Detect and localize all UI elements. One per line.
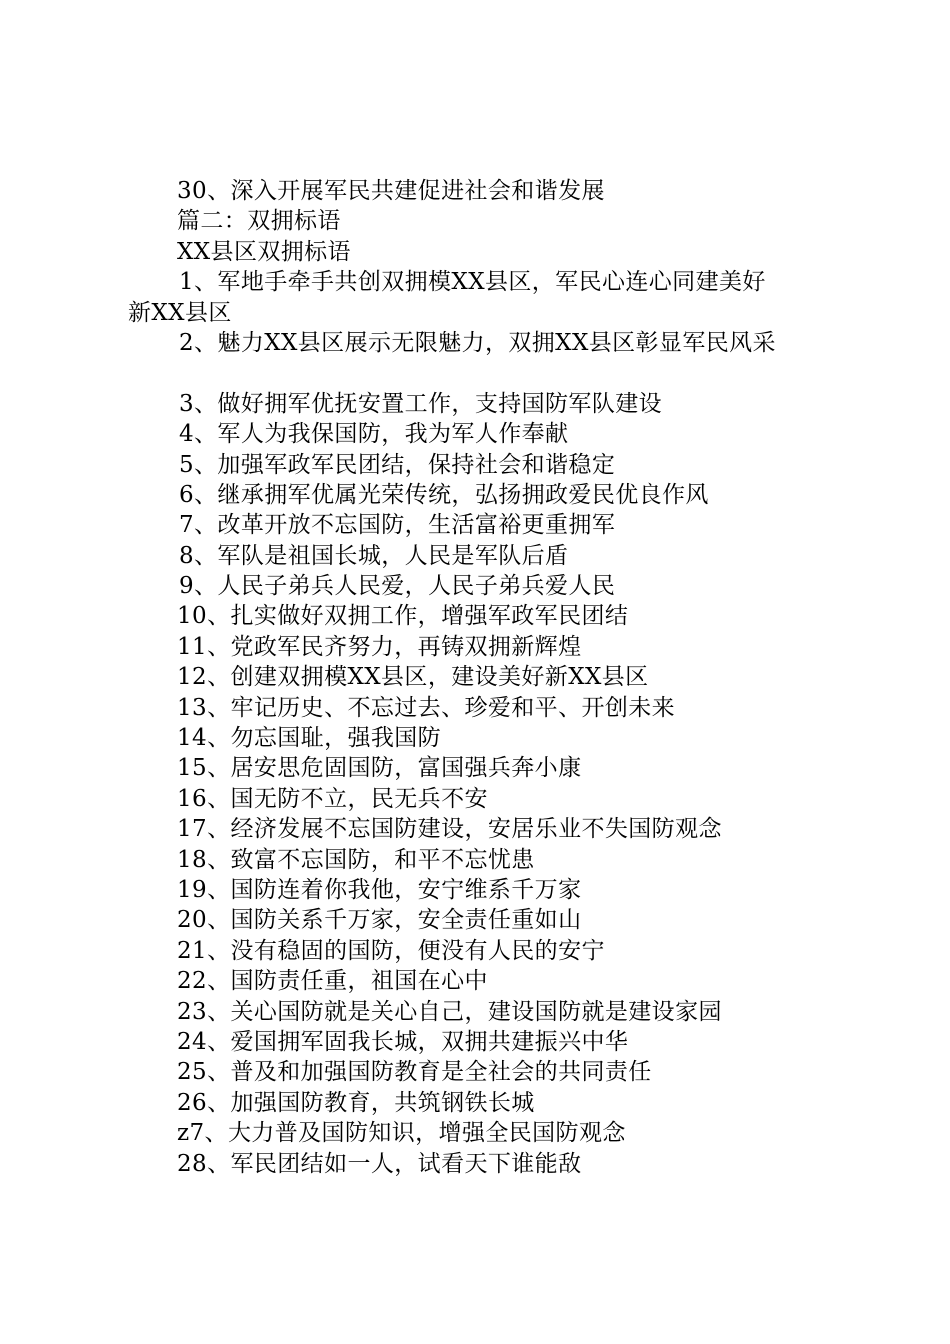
text-line: 24、爱国拥军固我长城，双拥共建振兴中华 [177, 1028, 629, 1055]
text-line: 17、经济发展不忘国防建设，安居乐业不失国防观念 [177, 816, 722, 843]
text-line: 20、国防关系千万家，安全责任重如山 [177, 907, 582, 934]
text-line: 10、扎实做好双拥工作，增强军政军民团结 [177, 603, 629, 630]
text-line: 8、军队是祖国长城，人民是军队后盾 [179, 542, 569, 569]
text-line: 13、牢记历史、不忘过去、珍爱和平、开创未来 [177, 694, 676, 721]
text-line: 15、居安思危固国防，富国强兵奔小康 [177, 755, 582, 782]
text-line: 7、改革开放不忘国防，生活富裕更重拥军 [179, 512, 616, 539]
text-line: 16、国无防不立，民无兵不安 [177, 785, 488, 812]
blank-line [128, 358, 838, 388]
text-line: 3、做好拥军优抚安置工作，支持国防军队建设 [179, 390, 663, 417]
text-line: 23、关心国防就是关心自己，建设国防就是建设家园 [177, 998, 722, 1025]
text-line: 18、致富不忘国防，和平不忘忧患 [177, 846, 535, 873]
text-line: 22、国防责任重，祖国在心中 [177, 968, 488, 995]
text-line: 30、深入开展军民共建促进社会和谐发展 [177, 178, 605, 204]
text-line: 11、党政军民齐努力，再铸双拥新辉煌 [177, 633, 582, 660]
text-line: 2、魅力XX县区展示无限魅力，双拥XX县区彰显军民风采 [179, 329, 776, 356]
text-line: 25、普及和加强国防教育是全社会的共同责任 [177, 1059, 652, 1086]
text-line: 19、国防连着你我他，安宁维系千万家 [177, 876, 582, 903]
text-line: 5、加强军政军民团结，保持社会和谐稳定 [179, 451, 616, 478]
text-line: 26、加强国防教育，共筑钢铁长城 [177, 1089, 535, 1116]
text-line: 21、没有稳固的国防，便没有人民的安宁 [177, 937, 605, 964]
text-line: 12、创建双拥模XX县区，建设美好新XX县区 [177, 664, 649, 691]
text-line: 28、军民团结如一人，试看天下谁能敌 [177, 1150, 582, 1177]
text-line: z7、大力普及国防知识，增强全民国防观念 [177, 1120, 626, 1147]
text-line: 1、军地手牵手共创双拥模XX县区，军民心连心同建美好 [179, 269, 766, 296]
text-line: 14、勿忘国耻，强我国防 [177, 725, 442, 752]
document-body [128, 176, 838, 1179]
text-line: 9、人民子弟兵人民爱，人民子弟兵爱人民 [179, 573, 616, 600]
subsection-heading: XX县区双拥标语 [177, 238, 351, 265]
text-line-continued: 新XX县区 [128, 299, 232, 326]
text-line: 4、军人为我保国防，我为军人作奉献 [179, 421, 569, 448]
text-line: 6、继承拥军优属光荣传统，弘扬拥政爱民优良作风 [179, 481, 709, 508]
section-heading: 篇二：双拥标语 [177, 208, 341, 235]
